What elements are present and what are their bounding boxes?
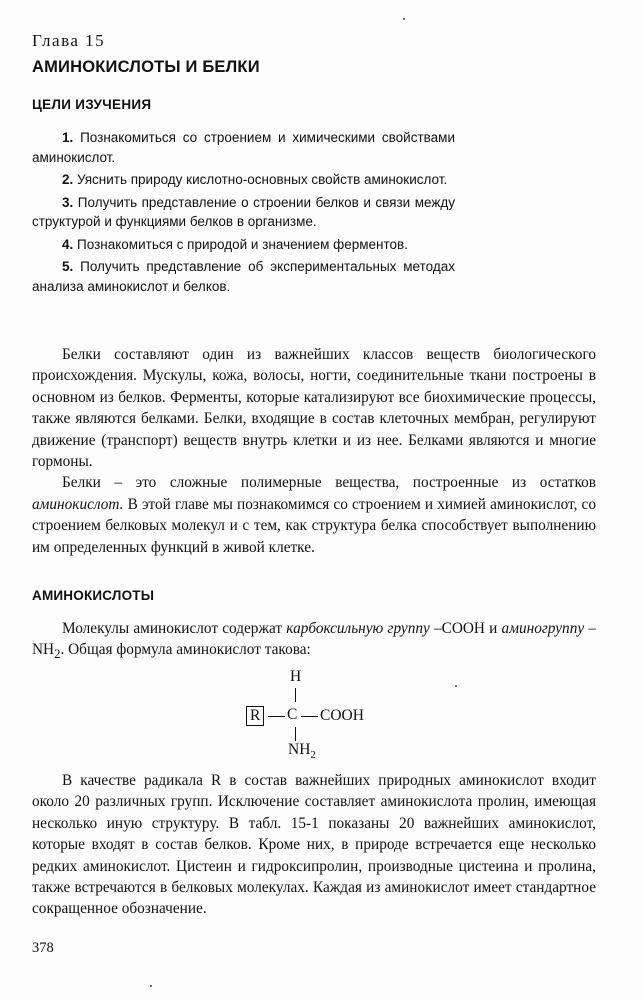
goals-list [32,128,455,299]
formula-bond-right [301,716,318,717]
section-p-mid: –COOH и [429,620,502,637]
intro-text [32,344,596,558]
closing-paragraph: В качестве радикала R в состав важнейших природных аминокислот входит около 20 различных групп. Исключение составляет аминокислота пролин, имеющая несколько иную структуру. В табл. 15-1 показаны 20 важнейших аминокислот, которые входят в состав белков. Кроме них, в природе встречается еще несколько редких аминокислот. Цистеин и гидроксипролин, производные цистеина и пролина, также встречаются в белковых молекулах. Каждая из аминокислот имеет стандартное сокращенное обозначение. [32,772,596,918]
formula-nh: NH [288,741,311,758]
intro-paragraph-2 [32,472,596,558]
term-amino: аминогруппу [501,620,585,637]
goal-number: 2. [62,172,74,187]
formula-carbon: C [287,706,298,723]
goal-item [32,128,455,167]
goal-number: 1. [62,130,74,145]
goal-text: Познакомиться со строением и химическими свойствами аминокислот. [32,130,455,165]
closing-text [32,770,596,920]
goal-text: Получить представление об экспериментальных методах анализа аминокислот и белков. [32,259,455,294]
section-text [32,618,596,666]
goal-item [32,235,455,255]
section-p-end: . Общая формула аминокислот такова: [60,641,311,659]
page-number: 378 [32,940,54,956]
goal-number: 3. [62,194,74,210]
formula-bond-left [268,716,285,717]
formula-hydrogen: H [290,668,302,685]
chapter-title: АМИНОКИСЛОТЫ И БЕЛКИ [32,58,260,76]
goal-item [32,257,455,296]
section-p-start: Молекулы аминокислот содержат [62,620,287,637]
chapter-label: Глава 15 [32,31,106,50]
goal-item [32,193,455,232]
goal-text: Познакомиться с природой и значением ферментов. [77,236,408,252]
scan-speck [455,685,457,687]
intro-p2-term: аминокислот. [32,495,124,513]
term-carboxyl: карбоксильную группу [286,620,430,637]
formula-carboxyl: COOH [320,707,364,724]
section-paragraph [32,618,596,666]
formula-radical-box: R [246,706,264,726]
section-heading: АМИНОКИСЛОТЫ [32,588,155,603]
goal-number: 5. [62,259,74,274]
intro-p2-end: В этой главе мы познакомимся со строением и химией аминокислот, со строением белковых молекул и с тем, как структура белка способствует выполнению им определенных функций в живой клетке. [32,495,596,556]
scan-speck [403,18,405,20]
goal-text: Получить представление о строении белков и связи между структурой и функциями белков в организме. [32,194,455,229]
amino-acid-formula [246,668,386,764]
goals-heading: ЦЕЛИ ИЗУЧЕНИЯ [32,97,152,112]
goal-text: Уяснить природу кислотно-основных свойств аминокислот. [77,172,448,187]
formula-bond-down [295,727,296,741]
intro-paragraph-1: Белки составляют один из важнейших классов веществ биологического происхождения. Мускулы, кожа, волосы, ногти, соединительные ткани построены в основном из белков. Ферменты, которые катализируют все биохимические процессы, также являются белками. Белки, входящие в состав клеточных мембран, регулируют движение (транспорт) веществ внутрь клетки и из нее. Белками являются и многие гормоны. [32,346,596,471]
formula-nh-sub: 2 [310,749,316,762]
goal-number: 4. [62,236,74,252]
intro-p2-start: Белки – это сложные полимерные вещества, построенные из остатков [62,474,596,492]
section-p-nh: –NH [32,620,596,659]
section-p-sub: 2 [54,647,61,662]
scan-speck [150,985,152,987]
formula-amino [288,741,316,761]
formula-bond-up [295,688,296,702]
goal-item [32,170,455,190]
